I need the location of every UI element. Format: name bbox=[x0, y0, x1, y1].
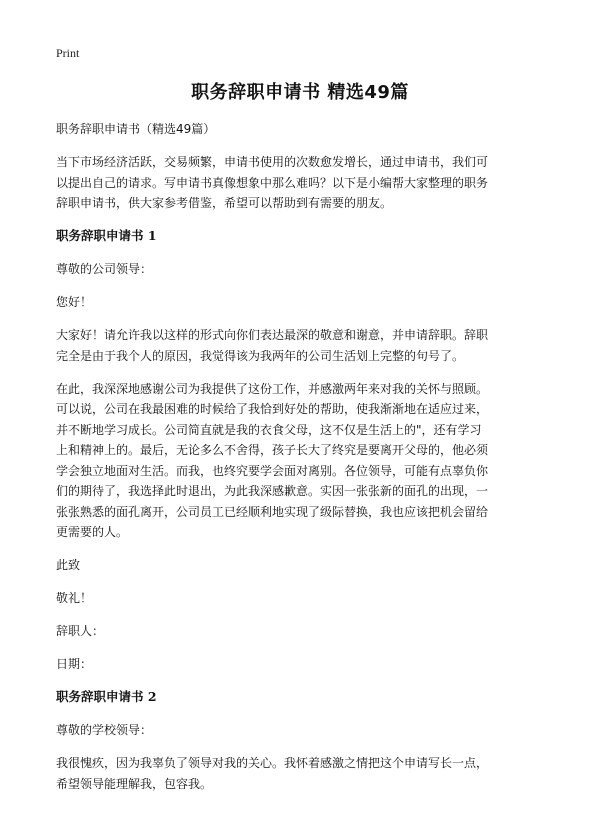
paragraph-line: 在此，我深深地感谢公司为我提供了这份工作，并感激两年来对我的关怀与照顾。 bbox=[56, 381, 489, 396]
section-heading-1: 职务辞职申请书 1 bbox=[56, 228, 157, 243]
document-body bbox=[56, 119, 548, 807]
greeting-line: 您好！ bbox=[56, 295, 93, 309]
paragraph-line: 希望领导能理解我，包容我。 bbox=[56, 776, 213, 791]
section-heading-2: 职务辞职申请书 2 bbox=[56, 689, 157, 704]
paragraph-line: 们的期待了，我选择此时退出，为此我深感歉意。实因一张张新的面孔的出现，一 bbox=[56, 484, 489, 498]
salutation-1: 尊敬的公司领导： bbox=[56, 262, 153, 276]
section1-paragraph-1 bbox=[56, 325, 548, 366]
paragraph-line: 学会独立地面对生活。而我，也终究要学会面对离别。各位领导，可能有点辜负你 bbox=[56, 463, 489, 478]
intro-line: 辞职申请书，供大家参考借鉴，希望可以帮助到有需要的朋友。 bbox=[56, 196, 393, 210]
document-subtitle: 职务辞职申请书（精选49篇） bbox=[56, 122, 216, 136]
paragraph-line: 张张熟悉的面孔离开，公司员工已经顺利地实现了级际替换，我也应该把机会留给 bbox=[56, 504, 489, 519]
closing-line-2: 敬礼！ bbox=[56, 591, 93, 605]
intro-paragraph bbox=[56, 152, 548, 214]
paragraph-line: 并不断地学习成长。公司简直就是我的衣食父母，这不仅是生活上的"，还有学习 bbox=[56, 422, 482, 437]
salutation-2: 尊敬的学校领导： bbox=[56, 723, 153, 737]
section1-paragraph-2 bbox=[56, 379, 548, 543]
paragraph-line: 上和精神上的。最后，无论多么不舍得，孩子长大了终究是要离开父母的，他必须 bbox=[56, 443, 489, 457]
signature-line: 辞职人： bbox=[56, 624, 105, 638]
paragraph-line: 大家好！请允许我以这样的形式向你们表达最深的敬意和谢意，并申请辞职。辞职 bbox=[56, 328, 489, 342]
section2-paragraph-1 bbox=[56, 753, 548, 794]
intro-line: 以提出自己的请求。写申请书真像想象中那么难吗？以下是小编帮大家整理的职务 bbox=[56, 175, 489, 190]
print-label: Print bbox=[56, 46, 80, 60]
paragraph-line: 可以说，公司在我最困难的时候给了我恰到好处的帮助，使我渐渐地在适应过来， bbox=[56, 402, 489, 416]
paragraph-line: 完全是由于我个人的原因，我觉得该为我两年的公司生活划上完整的句号了。 bbox=[56, 348, 465, 363]
paragraph-line: 我很愧疚，因为我辜负了领导对我的关心。我怀着感激之情把这个申请写长一点， bbox=[56, 756, 489, 770]
intro-line: 当下市场经济活跃，交易频繁，申请书使用的次数愈发增长，通过申请书，我们可 bbox=[56, 155, 489, 169]
paragraph-line: 更需要的人。 bbox=[56, 525, 129, 539]
date-line: 日期： bbox=[56, 657, 93, 671]
page-title: 职务辞职申请书 精选49篇 bbox=[191, 82, 409, 103]
closing-line-1: 此致 bbox=[56, 558, 81, 572]
